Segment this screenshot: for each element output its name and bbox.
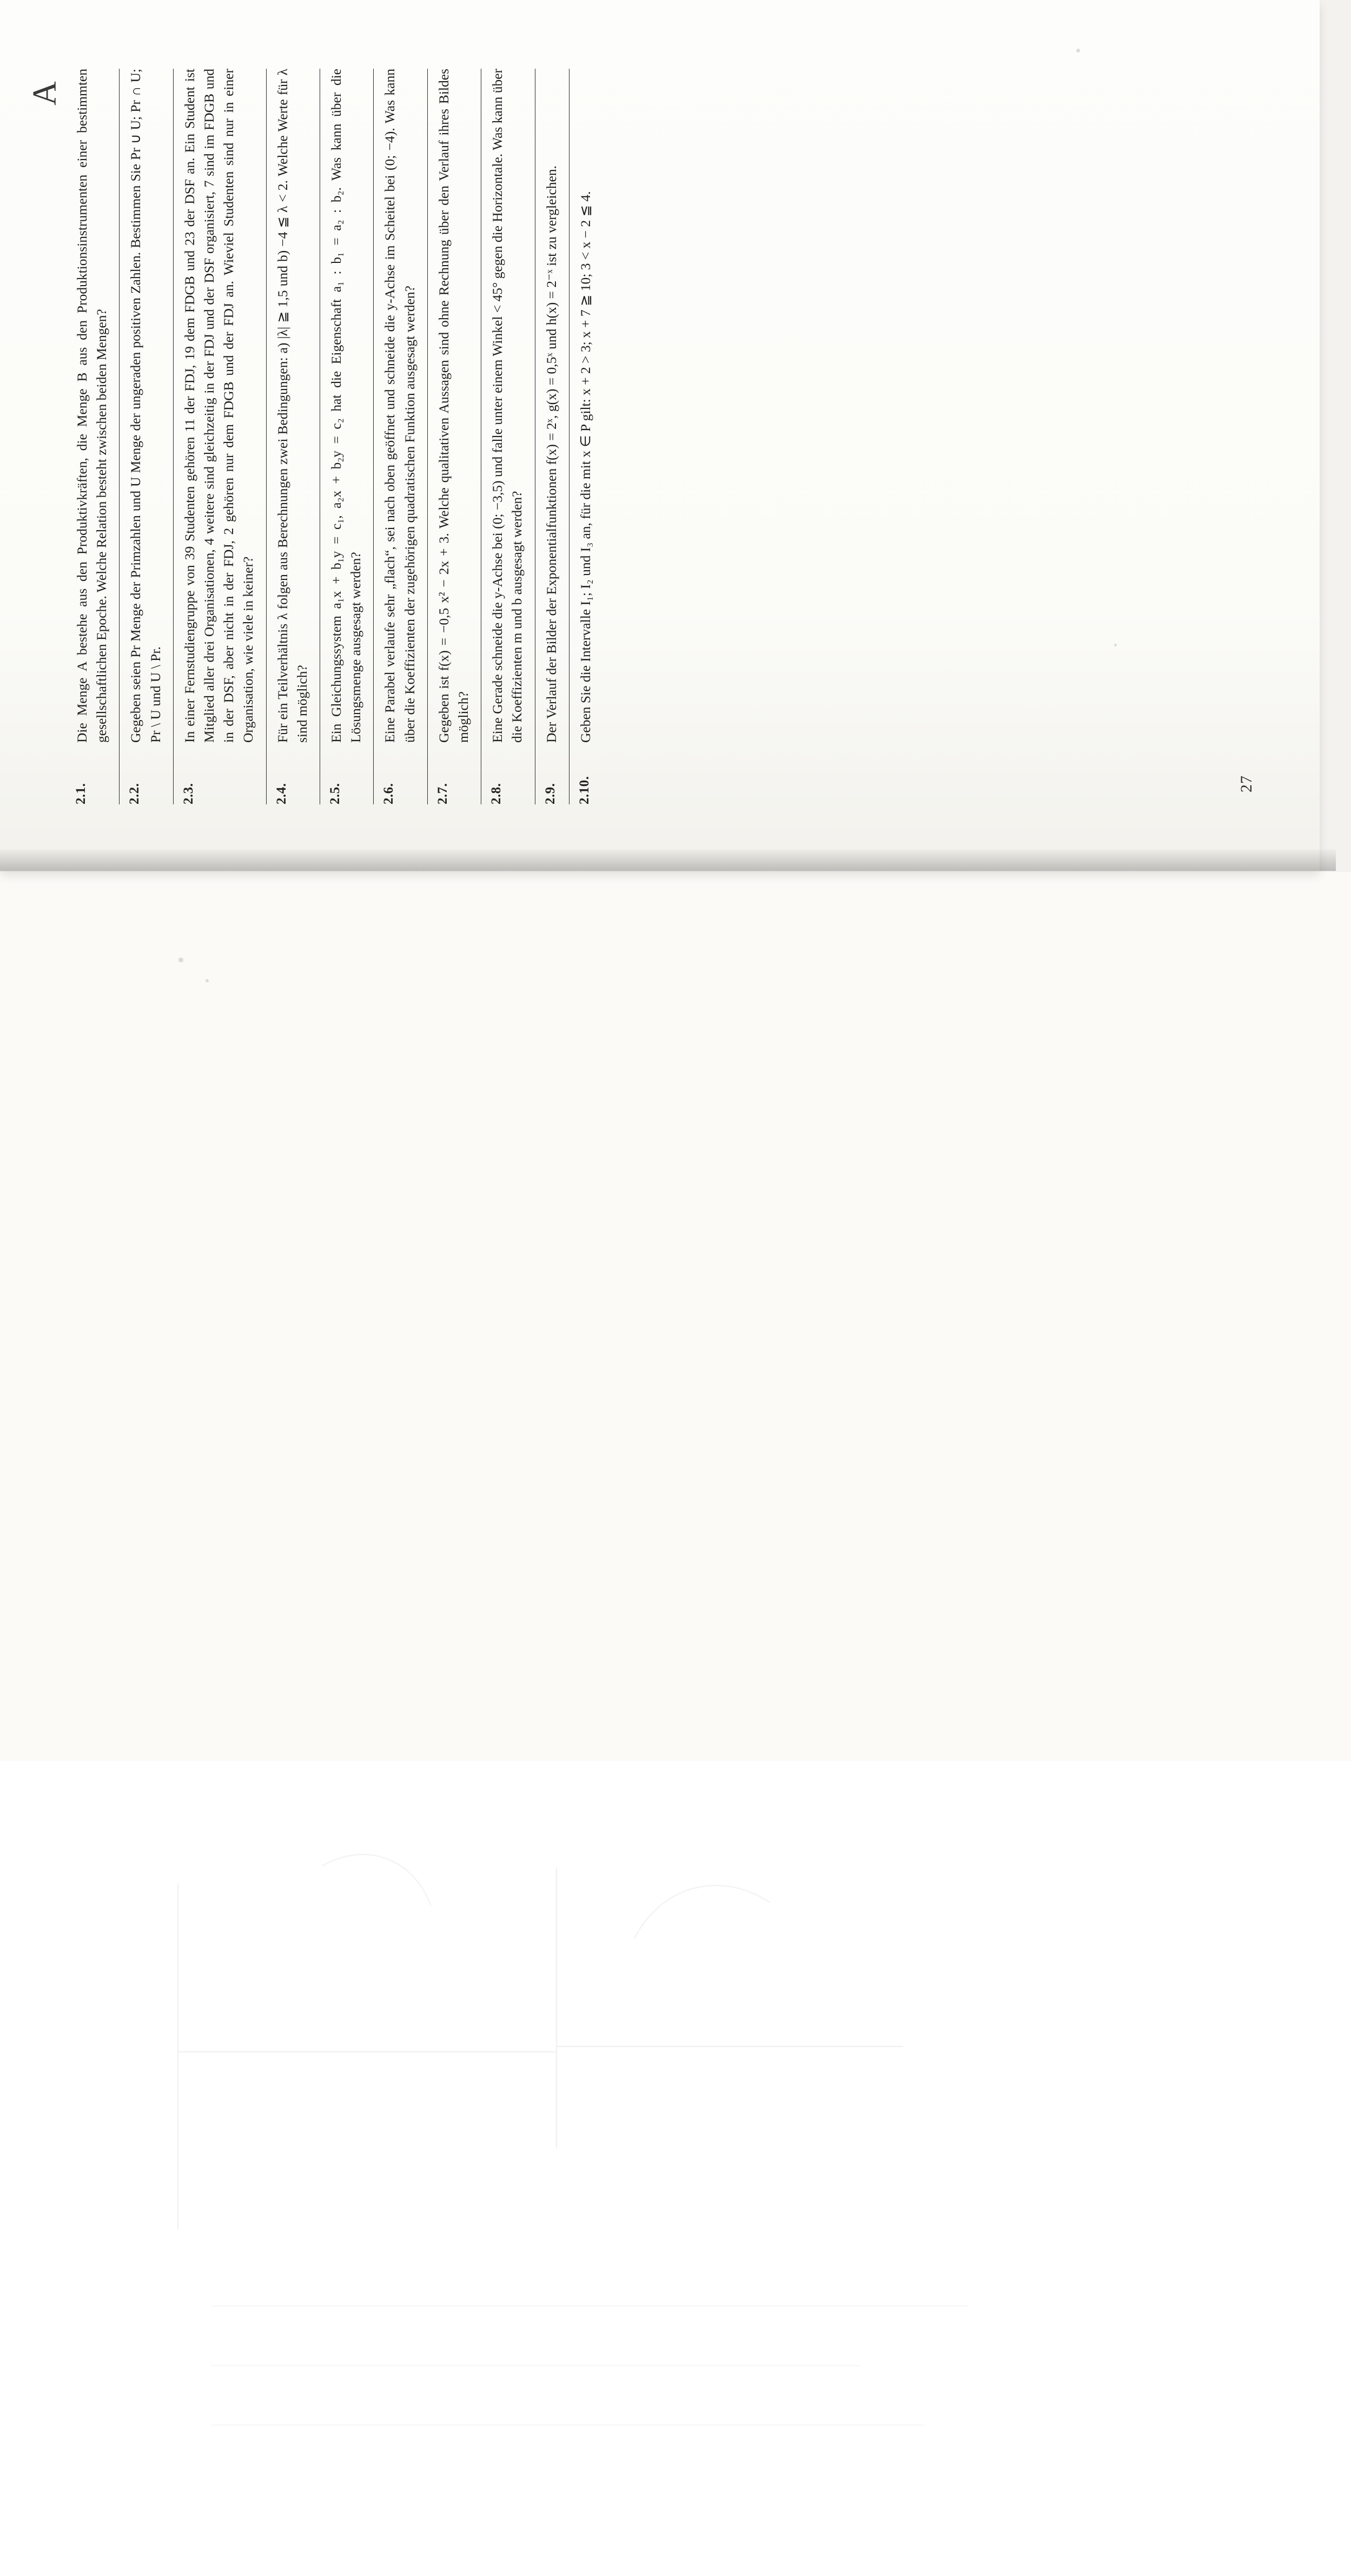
exercise-item [569,69,603,804]
exercise-number: 2.1. [66,748,89,804]
exercise-item [373,69,427,804]
exercise-item [320,69,373,804]
rotated-page-content [0,0,1309,844]
page-edge-shadow [0,849,1336,871]
exercise-text: Gegeben ist f(x) = −0,5 x² − 2x + 3. Welche qualitativen Aussagen sind ohne Rechnung über den Verlauf ihres Bildes möglich? [428,69,481,748]
exercise-item [66,69,119,804]
exercise-text: Eine Parabel verlaufe sehr „flach“, sei nach oben geöffnet und schneide die y-Achse im Scheitel bei (0; −4). Was kann über die Koeffizienten der zugehörigen quadratischen Funktion ausgesagt werden? [374,69,427,748]
exercise-text: Ein Gleichungssystem a₁x + b₁y = c₁, a₂x + b₂y = c₂ hat die Eigenschaft a₁ : b₁ = a₂ : b₂. Was kann über die Lösungsmenge ausgesagt werden? [320,69,373,748]
exercise-number: 2.3. [174,748,196,804]
exercise-text: In einer Fernstudiengruppe von 39 Studenten gehören 11 der FDJ, 19 dem FDGB und 23 der DSF an. Ein Student ist Mitglied aller drei Organisationen, 4 weitere sind gleichzeitig in der FDJ und der DSF organisiert, 7 sind im FDGB und in der DSF, aber nicht in der FDJ, 2 gehören nur dem FDGB und der FDJ an. Wieviel Studenten sind nur in einer Organisation, wie viele in keiner? [174,69,266,748]
exercise-item [119,69,173,804]
exercise-number: 2.10. [569,748,592,804]
exercise-number: 2.8. [481,748,504,804]
exercise-number: 2.7. [428,748,451,804]
exercise-item [481,69,534,804]
exercise-item [266,69,320,804]
exercise-item [535,69,569,804]
exercise-text: Gegeben seien Pr Menge der Primzahlen und U Menge der ungeraden positiven Zahlen. Bestimmen Sie Pr ∪ U; Pr ∩ U; Pr \ U und U \ Pr. [120,69,173,748]
exercise-item [173,69,266,804]
page-number: 27 [1237,775,1256,792]
exercise-text: Geben Sie die Intervalle I₁; I₂ und I₃ an, für die mit x ∈ P gilt: x + 2 > 3; x + 7 ≧ 10; 3 < x − 2 ≦ 4. [569,69,603,748]
corner-mark: A [26,80,64,105]
exercise-text: Eine Gerade schneide die y-Achse bei (0; −3,5) und falle unter einem Winkel < 45° gegen die Horizontale. Was kann über die Koeffizienten m und b ausgesagt werden? [481,69,534,748]
exercise-list [66,69,603,804]
show-through-graphics [81,1819,1244,2576]
exercise-text: Die Menge A bestehe aus den Produktivkräften, die Menge B aus den Produktionsinstrumenten einer bestimmten gesellschaftlichen Epoche. Welche Relation besteht zwischen beiden Mengen? [66,69,119,748]
exercise-item [427,69,481,804]
exercise-number: 2.5. [320,748,343,804]
exercise-number: 2.4. [267,748,289,804]
exercise-number: 2.9. [535,748,558,804]
exercise-text: Für ein Teilverhältnis λ folgen aus Berechnungen zwei Bedingungen: a) |λ| ≧ 1,5 und b) −4 ≦ λ < 2. Welche Werte für λ sind möglich? [267,69,320,748]
exercise-number: 2.6. [374,748,396,804]
page-backdrop-lower [0,872,1351,1761]
exercise-text: Der Verlauf der Bilder der Exponentialfunktionen f(x) = 2ˣ, g(x) = 0,5ˣ und h(x) = 2⁻ˣ ist zu vergleichen. [535,69,569,748]
exercise-number: 2.2. [120,748,142,804]
